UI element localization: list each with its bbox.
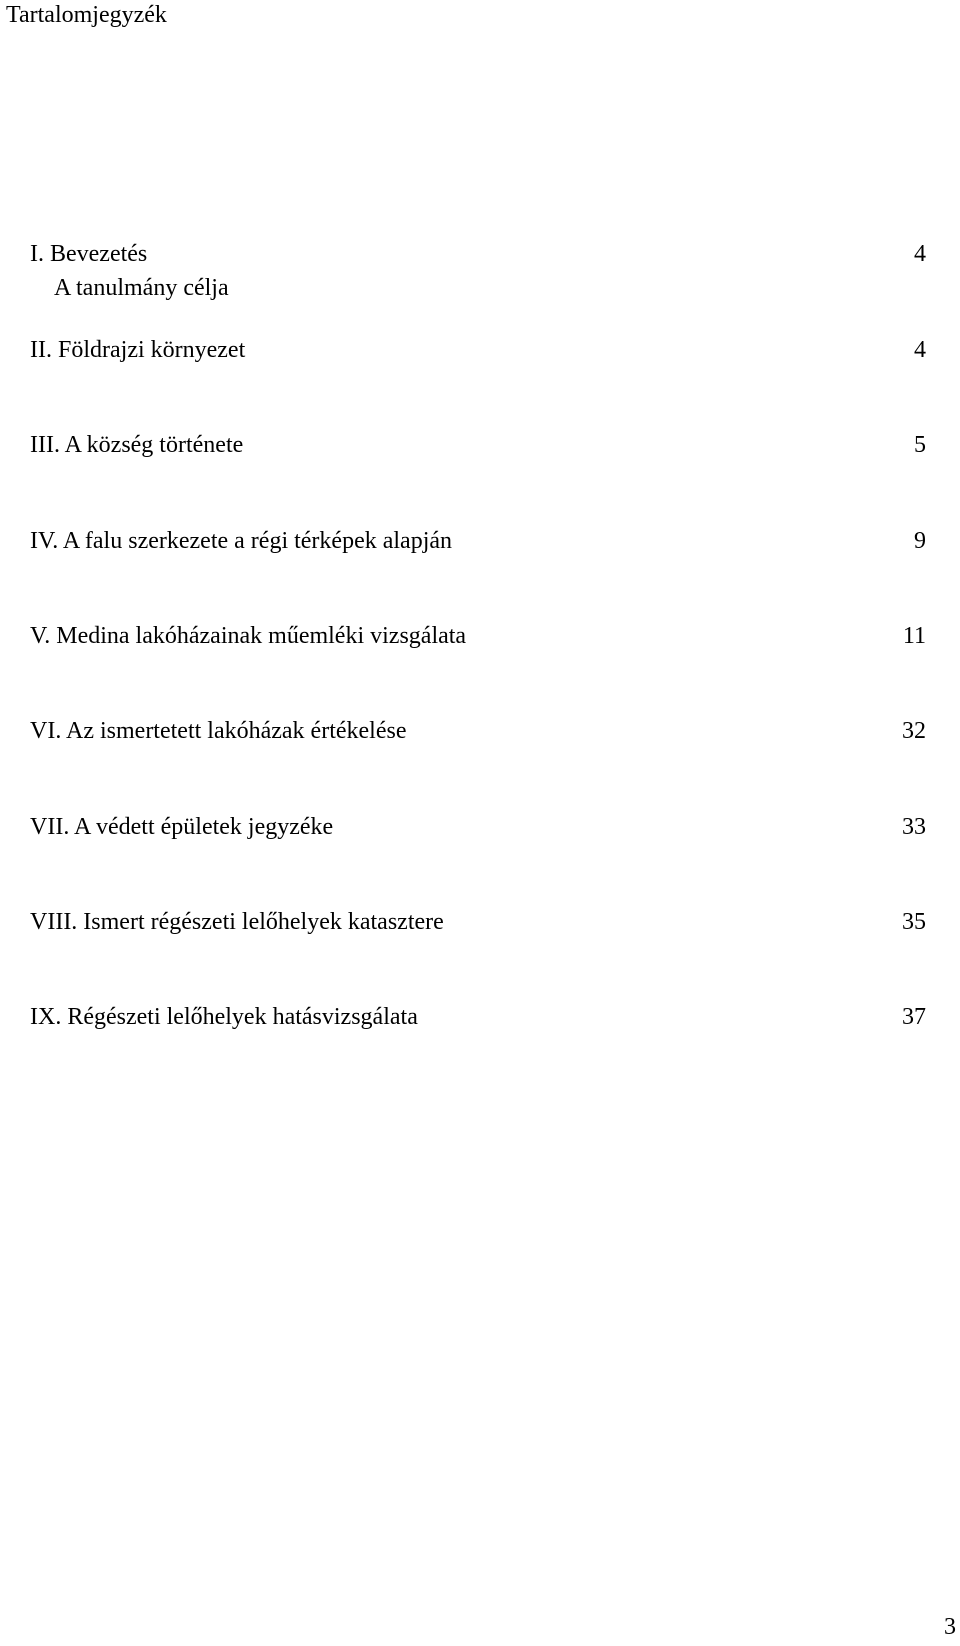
toc-entry-falu-szerkezete[interactable] — [30, 525, 926, 557]
toc-entry-page: 37 — [902, 1004, 926, 1030]
toc-entry-regeszeti-kataszter[interactable] — [30, 906, 926, 938]
toc-entry-hatasvizsgalat[interactable] — [30, 1001, 926, 1033]
toc-entry-lakohazak-ertekelese[interactable] — [30, 715, 926, 747]
toc-entry-bevezetes[interactable] — [30, 238, 926, 270]
toc-entry-page: 4 — [914, 241, 926, 267]
toc-entry-title: VI. Az ismertetett lakóházak értékelése — [30, 718, 407, 744]
page-title: Tartalomjegyzék — [6, 2, 167, 28]
toc-entry-kozseg-tortenete[interactable] — [30, 429, 926, 461]
toc-entry-title: VIII. Ismert régészeti lelőhelyek katasztere — [30, 909, 444, 935]
toc-entry-page: 35 — [902, 909, 926, 935]
toc-entry-page: 33 — [902, 814, 926, 840]
toc-entry-title: III. A község története — [30, 432, 244, 458]
toc-entry-title: VII. A védett épületek jegyzéke — [30, 814, 334, 840]
page-number: 3 — [944, 1614, 956, 1640]
toc-entry-foldrajzi-kornyezet[interactable] — [30, 334, 926, 366]
toc-entry-title: IX. Régészeti lelőhelyek hatásvizsgálata — [30, 1004, 418, 1030]
toc-entry-title: II. Földrajzi környezet — [30, 337, 246, 363]
toc-entry-title: IV. A falu szerkezete a régi térképek alapján — [30, 528, 453, 554]
toc-entry-title: V. Medina lakóházainak műemléki vizsgálata — [30, 623, 467, 649]
toc-entry-page: 9 — [914, 528, 926, 554]
toc-entry-page: 5 — [914, 432, 926, 458]
toc-entry-lakohazak-vizsgalata[interactable] — [30, 620, 926, 652]
toc-entry-title: I. Bevezetés — [30, 241, 148, 267]
toc-entry-vedett-epuletek[interactable] — [30, 811, 926, 843]
toc-subentry-tanulmany-celja[interactable]: A tanulmány célja — [54, 275, 229, 301]
toc-entry-page: 11 — [902, 623, 926, 649]
toc-entry-page: 32 — [902, 718, 926, 744]
toc-entry-page: 4 — [914, 337, 926, 363]
